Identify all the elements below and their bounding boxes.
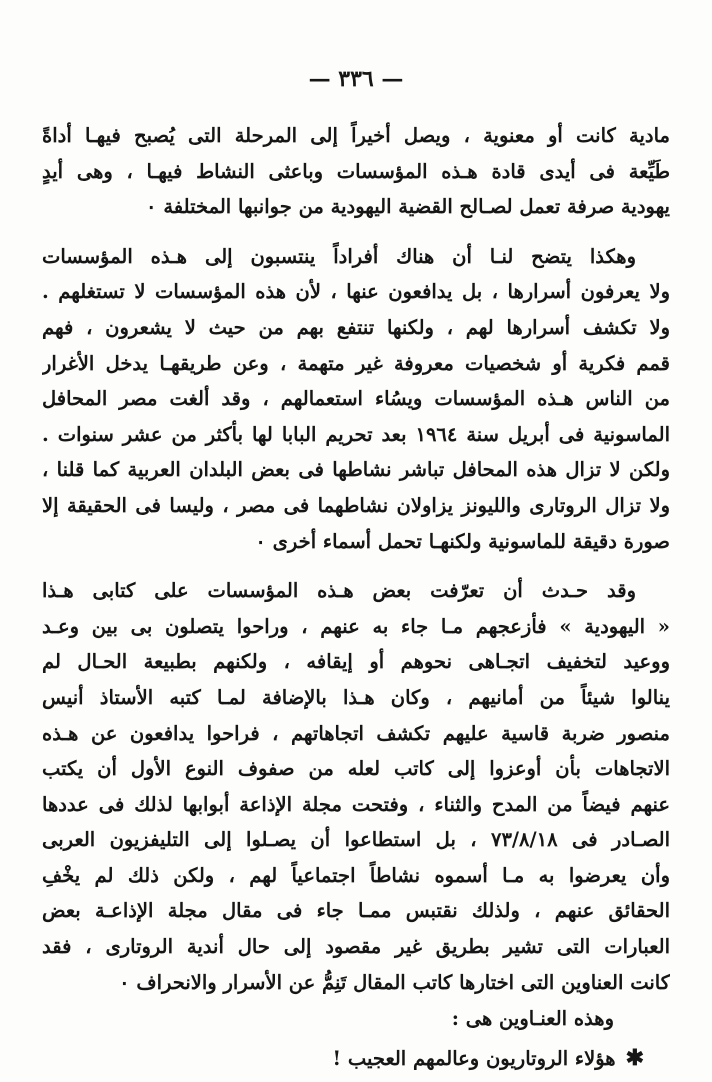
bullet-item-text: هؤلاء الروتاريون وعالمهم العجيب ! [332, 1047, 616, 1071]
page-number: — ٣٣٦ — [308, 66, 404, 92]
text-line: ولكن لا تزال هذه المحافل تباشر نشاطها فى بعض البلدان العربية كما قلنا ، [42, 458, 670, 482]
text-line: « اليهودية » فأزعجهم مـا جاء به عنهم ، وراحوا يتصلون بى بين وعـد [42, 614, 670, 638]
paragraph-3 [42, 573, 670, 1000]
text-line: عنهم فيضاً من المدح والثناء ، وفتحت مجلة الإذاعة أبوابها لذلك فى عددها [42, 792, 670, 816]
text-line: الصـادر فى ٧٣/٨/١٨ ، بل استطاعوا أن يصـلوا إلى التليفزيون العربى [42, 828, 670, 852]
bullet-list-item [42, 1038, 670, 1078]
text-line: ووعيد لتخفيف اتجـاهى نحوهم أو إيقافه ، ولكنهم بطبيعة الحـال لم [42, 650, 670, 674]
text-line: منصور ضربة قاسية عليهم تكشف اتجاهاتهم ، فراحوا يدافعون عن هـذه [42, 721, 670, 745]
text-line: الاتجاهات بأن أوعزوا إلى كاتب لعله من صفوف النوع الأول أن يكتب [42, 757, 670, 781]
text-line: ولا يعرفون أسرارها ، بل يدافعون عنها ، لأن هذه المؤسسات لا تستغلهم . [42, 280, 670, 304]
text-line: صورة دقيقة للماسونية ولكنهـا تحمل أسماء أخرى ٠ [255, 529, 670, 553]
text-line: كانت العناوين التى اختارها كاتب المقال تَنِمُّ عن الأسرار والانحراف ٠ [119, 970, 670, 994]
text-line: الماسونية فى أبريل سنة ١٩٦٤ بعد تحريم البابا لها بأكثر من عشر سنوات . [42, 422, 670, 446]
text-line: وقد حـدث أن تعرّفت بعض هـذه المؤسسات على كتابى هـذا [42, 579, 636, 603]
titles-intro: وهذه العنـاوين هى : [451, 1007, 614, 1031]
text-line: قمم فكرية أو شخصيات معروفة غير متهمة ، وعن طريقهـا يدخل الأغرار [42, 351, 670, 375]
text-line: ولا تزال الروتارى والليونز يزاولان نشاطهما فى مصر ، وليسا فى الحقيقة إلا [42, 493, 670, 517]
asterisk-bullet-icon: ✱ [625, 1045, 644, 1072]
paragraph-gap [42, 225, 670, 239]
text-line: يهودية صرفة تعمل لصـالح القضية اليهودية من جوانبها المختلفة ٠ [146, 195, 670, 219]
text-line: من الناس هـذه المؤسسات ويسُاء استعمالهم ، وقد ألغت مصر المحافل [42, 387, 670, 411]
text-line: وهكذا يتضح لنـا أن هناك أفراداً ينتسبون إلى هـذه المؤسسات [42, 244, 636, 268]
text-line: الحقائق عنهم ، ولذلك نقتبس ممـا جاء فى مقال مجلة الإذاعـة بعض [42, 899, 670, 923]
text-line: مادية كانت أو معنوية ، ويصل أخيراً إلى المرحلة التى يُصبح فيهـا أداةً [42, 124, 670, 147]
text-line: وأن يعرضوا به مـا أسموه نشاطاً اجتماعياً لهم ، ولكن ذلك لم يخْفِ [42, 863, 670, 887]
text-line: ولا تكشف أسرارها لهم ، ولكنها تنتفع بهم من حيث لا يشعرون ، فهم [42, 315, 670, 339]
paragraph-gap [42, 559, 670, 573]
paragraph-2 [42, 239, 670, 559]
text-line: ينالوا شيئاً من أمانيهم ، وكان هـذا بالإضافة لمـا كتبه الأستاذ أنيس [42, 685, 670, 709]
text-line: طَيِّعة فى أيدى قادة هـذه المؤسسات وباعثى النشاط فيهـا ، وهى أيدٍ [42, 159, 670, 183]
paragraph-1 [42, 118, 670, 225]
text-line: العبارات التى تشير بطريق غير مقصود إلى حال أندية الروتارى ، فقد [42, 935, 670, 959]
body-text [42, 118, 670, 1078]
